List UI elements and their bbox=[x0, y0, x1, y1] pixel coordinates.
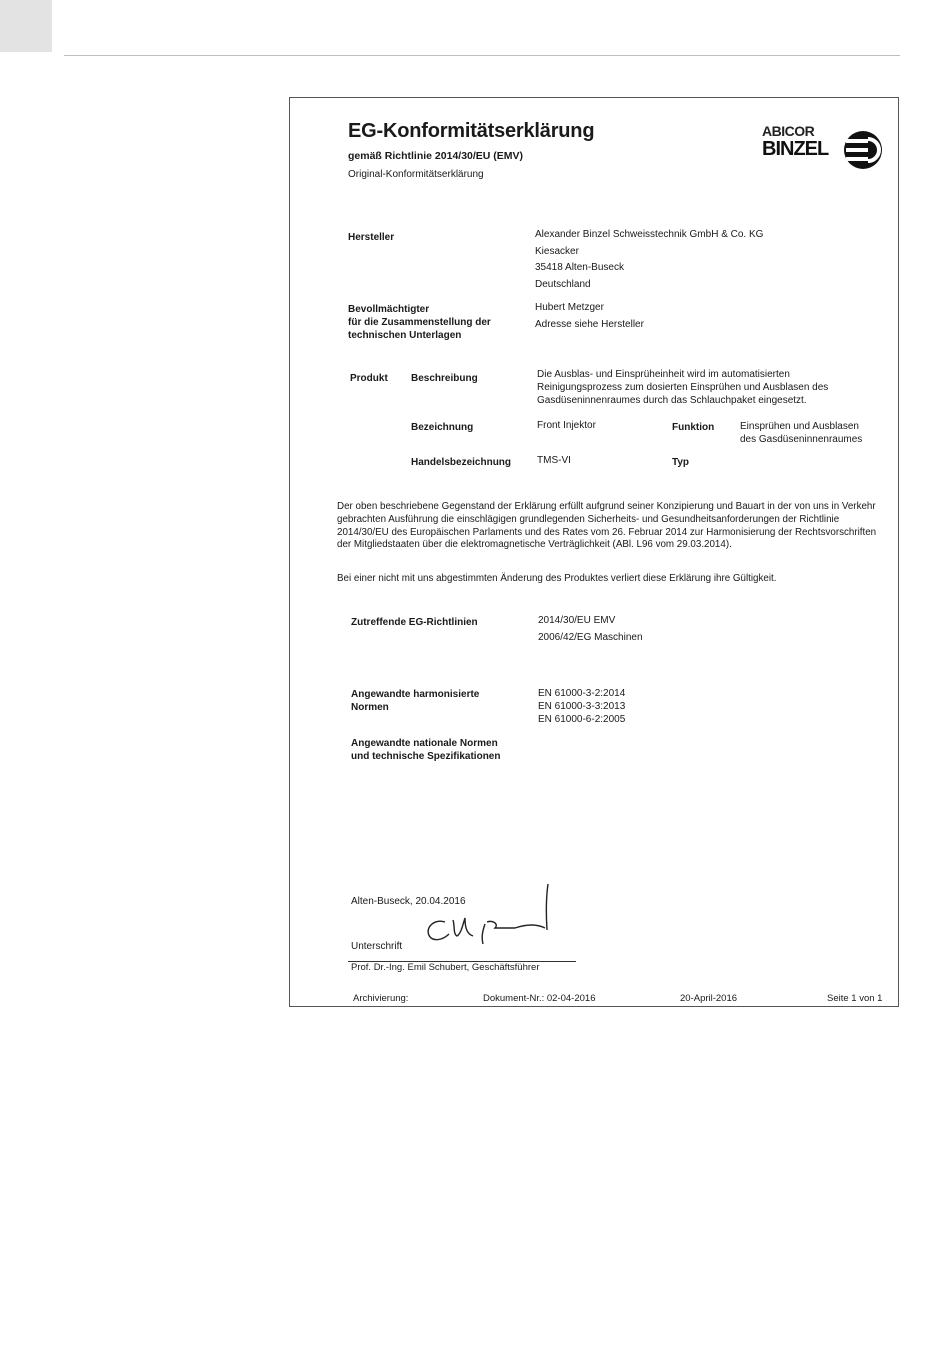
logo-line-1: ABICOR bbox=[762, 123, 815, 139]
standard-item: EN 61000-3-2:2014 bbox=[538, 688, 626, 699]
manufacturer-line: Alexander Binzel Schweisstechnik GmbH & Co. KG bbox=[535, 229, 764, 240]
representative-label-line: technischen Unterlagen bbox=[348, 330, 462, 341]
harmonized-label-line: Angewandte harmonisierte bbox=[351, 689, 480, 700]
standard-item: EN 61000-6-2:2005 bbox=[538, 714, 626, 725]
directives-list bbox=[538, 613, 643, 646]
national-label-line: Angewandte nationale Normen bbox=[351, 738, 498, 749]
page-corner-tab bbox=[0, 0, 52, 52]
manufacturer-line: Kiesacker bbox=[535, 245, 579, 257]
logo-line-2: BINZEL bbox=[762, 138, 829, 160]
footer-document-number: Dokument-Nr.: 02-04-2016 bbox=[483, 993, 596, 1004]
binzel-mark-icon bbox=[842, 126, 884, 174]
function-value bbox=[740, 420, 862, 446]
national-label-line: und technische Spezifikationen bbox=[351, 751, 501, 762]
declaration-document bbox=[289, 97, 899, 1007]
company-logo bbox=[762, 122, 882, 178]
national-label bbox=[351, 737, 500, 763]
harmonized-label bbox=[351, 688, 479, 714]
signature-label: Unterschrift bbox=[351, 941, 403, 952]
product-label: Produkt bbox=[350, 373, 388, 384]
original-note: Original-Konformitätserklärung bbox=[348, 169, 484, 180]
footer-archive: Archivierung: bbox=[353, 993, 409, 1004]
representative-label bbox=[348, 303, 491, 342]
directives-label: Zutreffende EG-Richtlinien bbox=[351, 617, 478, 628]
description-line: Reinigungsprozess zum dosierten Einsprühen und Ausblasen des bbox=[537, 382, 829, 393]
standard-item: EN 61000-3-3:2013 bbox=[538, 701, 626, 712]
type-label: Typ bbox=[672, 457, 690, 468]
product-description bbox=[537, 368, 828, 407]
manufacturer-line: Deutschland bbox=[535, 278, 591, 290]
document-title: EG-Konformitätserklärung bbox=[348, 120, 595, 142]
manufacturer-line: 35418 Alten-Buseck bbox=[535, 262, 624, 273]
designation-value: Front Injektor bbox=[537, 420, 596, 431]
header-rule bbox=[64, 55, 900, 56]
harmonized-list bbox=[538, 687, 625, 726]
footer-page: Seite 1 von 1 bbox=[827, 993, 883, 1004]
validity-note: Bei einer nicht mit uns abgestimmten Änderung des Produktes verliert diese Erklärung ihre Gültigkeit. bbox=[337, 573, 777, 584]
function-line: Einsprühen und Ausblasen bbox=[740, 421, 859, 432]
manufacturer-address bbox=[535, 227, 763, 293]
place-date: Alten-Buseck, 20.04.2016 bbox=[351, 896, 466, 907]
representative-label-line: für die Zusammenstellung der bbox=[348, 317, 491, 328]
signatory: Prof. Dr.-Ing. Emil Schubert, Geschäftsführer bbox=[351, 962, 540, 973]
directive-item: 2006/42/EG Maschinen bbox=[538, 631, 643, 643]
signature-icon bbox=[415, 878, 555, 963]
manufacturer-label: Hersteller bbox=[348, 232, 395, 243]
function-label: Funktion bbox=[672, 422, 715, 433]
representative-line: Hubert Metzger bbox=[535, 302, 604, 313]
designation-label: Bezeichnung bbox=[411, 422, 474, 433]
trade-name-value: TMS-VI bbox=[537, 455, 571, 466]
function-line: des Gasdüseninnenraumes bbox=[740, 434, 863, 445]
conformity-statement: Der oben beschriebene Gegenstand der Erklärung erfüllt aufgrund seiner Konzipierung und Bauart in der von uns in Verkehr gebrachten Ausführung die einschlägigen grundlegenden Sicherheits- und Gesundheitsanforderungen der Richtlinie 2014/30/EU des Europäischen Parlaments und des Rates vom 26. Februar 2014 zur Harmonisierung der Rechtsvorschriften der Mitgliedstaaten über die elektromagnetische Verträglichkeit (ABl. L96 vom 29.03.2014). bbox=[337, 501, 877, 551]
description-line: Die Ausblas- und Einsprüheinheit wird im automatisierten bbox=[537, 369, 790, 380]
directive-item: 2014/30/EU EMV bbox=[538, 615, 616, 626]
representative-line: Adresse siehe Hersteller bbox=[535, 318, 644, 330]
representative-label-line: Bevollmächtigter bbox=[348, 304, 430, 315]
harmonized-label-line: Normen bbox=[351, 702, 389, 713]
description-line: Gasdüseninnenraumes durch das Schlauchpaket eingesetzt. bbox=[537, 395, 807, 406]
footer-date: 20-April-2016 bbox=[680, 993, 738, 1004]
trade-name-label: Handelsbezeichnung bbox=[411, 457, 512, 468]
document-subtitle: gemäß Richtlinie 2014/30/EU (EMV) bbox=[348, 150, 524, 162]
representative-info bbox=[535, 300, 644, 333]
description-label: Beschreibung bbox=[411, 373, 478, 384]
